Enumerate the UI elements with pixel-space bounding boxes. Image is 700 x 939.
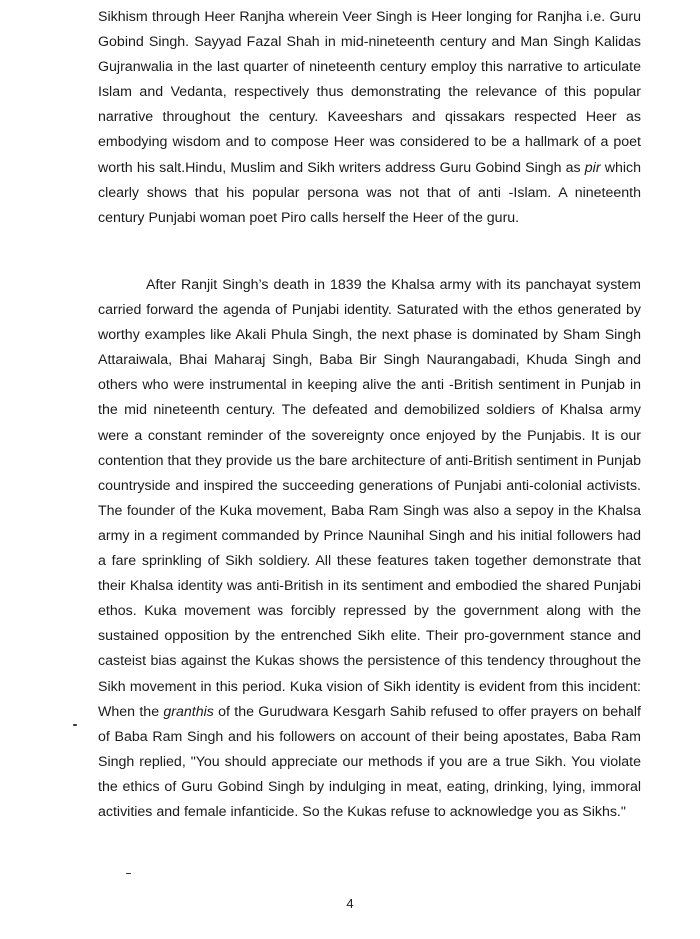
italic-term-pir: pir	[584, 159, 601, 176]
paragraph-text-continued: which clearly shows that his popular persona was not that of anti -Islam. A nineteenth century Punjabi woman poet Piro calls herself the Heer of the guru.	[98, 159, 641, 226]
paragraph-text: Sikhism through Heer Ranjha wherein Veer Singh is Heer longing for Ranjha i.e. Guru Gobind Singh. Sayyad Fazal Shah in mid-nineteenth century and Man Singh Kalidas Gujranwalia in the last quarter of nineteenth century employ this narrative to articulate Islam and Vedanta, respectively thus demonstrating the relevance of this popular narrative throughout the century. Kaveeshars and qissakars respected Heer as embodying wisdom and to compose Heer was considered to be a hallmark of a poet worth his salt.Hindu, Muslim and Sikh writers address Guru Gobind Singh as	[98, 9, 641, 176]
paragraph-heer-ranjha	[98, 5, 641, 231]
page-number: 4	[346, 896, 354, 911]
paragraph-text-continued: of the Gurudwara Kesgarh Sahib refused to offer prayers on behalf of Baba Ram Singh and his followers on account of their being apostates, Baba Ram Singh replied, "You should appreciate our methods if you are a true Sikh. You violate the ethics of Guru Gobind Singh by indulging in meat, eating, drinking, lying, immoral activities and female infanticide. So the Kukas refuse to acknowledge you as Sikhs."	[98, 703, 641, 820]
paragraph-text: After Ranjit Singh’s death in 1839 the Khalsa army with its panchayat system carried forward the agenda of Punjabi identity. Saturated with the ethos generated by worthy examples like Akali Phula Singh, the next phase is dominated by Sham Singh Attaraiwala, Bhai Maharaj Singh, Baba Bir Singh Naurangabadi, Khuda Singh and others who were instrumental in keeping alive the anti -British sentiment in Punjab in the mid nineteenth century. The defeated and demobilized soldiers of Khalsa army were a constant reminder of the sovereignty once enjoyed by the Punjabis. It is our contention that they provide us the bare architecture of anti-British sentiment in Punjab countryside and inspired the succeeding generations of Punjabi anti-colonial activists. The founder of the Kuka movement, Baba Ram Singh was also a sepoy in the Khalsa army in a regiment commanded by Prince Naunihal Singh and his initial followers had a fare sprinkling of Sikh soldiery. All these features taken together demonstrate that their Khalsa identity was anti-British in its sentiment and embodied the shared Punjabi ethos. Kuka movement was forcibly repressed by the government along with the sustained opposition by the entrenched Sikh elite. Their pro-government stance and casteist bias against the Kukas shows the persistence of this tendency throughout the Sikh movement in this period. Kuka vision of Sikh identity is evident from this incident: When the	[98, 277, 641, 720]
italic-term-granthis: granthis	[163, 703, 214, 720]
scan-speck	[73, 724, 77, 726]
scan-speck	[126, 873, 131, 874]
paragraph-khalsa-army	[98, 273, 641, 825]
